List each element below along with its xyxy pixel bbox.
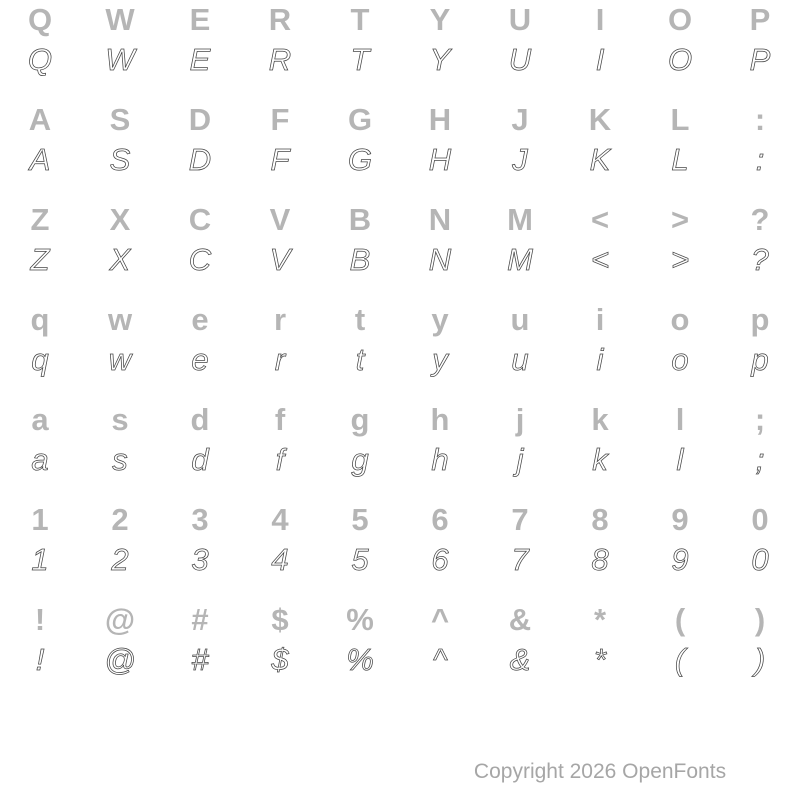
glyph-cell: F [270,102,290,137]
glyph-cell: e [191,302,209,337]
glyph-cell: 9 [671,502,689,537]
lowercase-home-row-block [0,400,800,500]
glyph-cell: W [105,2,135,37]
glyph-cell: M [507,202,533,237]
glyph-cell: ( [674,602,686,637]
glyph-cell: @ [104,642,136,677]
glyph-cell: i [596,342,604,377]
uppercase-home-row-block [0,100,800,200]
glyph-cell: U [508,42,532,77]
glyph-cell: w [108,342,132,377]
glyph-cell: O [667,2,693,37]
glyph-cell: R [268,2,292,37]
glyph-cell: H [428,142,452,177]
glyph-cell: I [595,2,605,37]
glyph-cell: D [188,142,212,177]
glyph-cell: V [269,202,291,237]
glyph-cell: H [428,102,452,137]
glyph-cell: l [676,442,684,477]
digits-row-block [0,500,800,600]
glyph-cell: j [515,402,525,437]
glyph-cell: s [112,442,128,477]
glyph-cell: < [590,202,610,237]
glyph-cell: 8 [591,542,609,577]
glyph-cell: g [351,442,369,477]
glyph-cell: 0 [751,542,769,577]
glyph-cell: T [350,42,370,77]
glyph-cell: i [595,302,605,337]
glyph-cell: N [428,202,452,237]
glyph-cell: D [188,102,212,137]
glyph-cell: f [275,442,285,477]
glyph-cell: Z [30,202,50,237]
glyph-cell: G [347,102,373,137]
glyph-cell: < [590,242,610,277]
glyph-cell: k [592,442,608,477]
uppercase-bottom-row-block [0,200,800,300]
glyph-cell: E [189,2,211,37]
lowercase-top-row-regular-gray [0,300,800,340]
glyph-cell: q [30,302,50,337]
glyph-cell: p [751,342,769,377]
glyph-cell: : [754,102,766,137]
glyph-cell: M [507,242,533,277]
glyph-cell: V [269,242,291,277]
glyph-cell: J [511,102,529,137]
glyph-cell: > [670,242,690,277]
glyph-cell: Y [429,42,451,77]
glyph-cell: k [591,402,609,437]
glyph-cell: L [670,102,690,137]
glyph-cell: A [29,142,51,177]
uppercase-home-row-thin-italic [0,140,800,200]
glyph-cell: 8 [591,502,609,537]
lowercase-top-row-thin-italic [0,340,800,400]
glyph-cell: Q [27,42,53,77]
glyph-cell: u [511,342,529,377]
glyph-cell: E [189,42,211,77]
glyph-cell: d [191,442,209,477]
glyph-cell: ( [674,642,686,677]
glyph-cell: L [671,142,689,177]
glyph-cell: 5 [351,502,369,537]
glyph-cell: N [428,242,452,277]
glyph-cell: X [109,242,131,277]
glyph-cell: r [273,302,287,337]
glyph-cell: 2 [111,542,129,577]
glyph-cell: B [348,202,372,237]
glyph-cell: w [107,302,133,337]
glyph-cell: p [750,302,770,337]
glyph-cell: & [509,642,531,677]
glyph-cell: 0 [751,502,769,537]
glyph-cell: f [274,402,286,437]
glyph-cell: 9 [671,542,689,577]
glyph-cell: * [593,602,607,637]
glyph-cell: S [109,142,131,177]
uppercase-bottom-row-regular-gray [0,200,800,240]
glyph-cell: $ [271,602,289,637]
glyph-cell: O [667,42,693,77]
glyph-cell: F [270,142,290,177]
glyph-cell: 5 [351,542,369,577]
glyph-cell: t [354,302,366,337]
glyph-cell: ; [754,402,766,437]
glyph-cell: 2 [111,502,129,537]
glyph-cell: ^ [430,602,450,637]
glyph-cell: : [755,142,765,177]
uppercase-top-row-thin-italic [0,40,800,100]
glyph-cell: y [431,302,449,337]
glyph-cell: Z [30,242,50,277]
glyph-cell: 7 [511,502,529,537]
glyph-cell: S [109,102,131,137]
glyph-cell: T [350,2,370,37]
copyright-text: Copyright 2026 OpenFonts [473,760,727,783]
glyph-cell: a [31,442,49,477]
glyph-cell: q [31,342,49,377]
glyph-cell: C [188,202,212,237]
glyph-cell: * [593,642,607,677]
glyph-cell: A [28,102,52,137]
glyph-cell: C [188,242,212,277]
glyph-cell: h [431,442,449,477]
glyph-cell: $ [271,642,289,677]
glyph-cell: K [589,142,611,177]
lowercase-home-row-regular-gray [0,400,800,440]
glyph-cell: y [432,342,448,377]
glyph-cell: d [190,402,210,437]
uppercase-bottom-row-thin-italic [0,240,800,300]
glyph-cell: ) [754,642,766,677]
digits-row-regular-gray [0,500,800,540]
glyph-cell: e [191,342,209,377]
glyph-cell: G [347,142,373,177]
glyph-cell: ? [750,202,770,237]
glyph-cell: J [512,142,528,177]
glyph-cell: 4 [271,542,289,577]
glyph-cell: R [268,42,292,77]
glyph-cell: B [349,242,371,277]
glyph-cell: ; [755,442,765,477]
glyph-cell: ! [35,642,45,677]
glyph-cell: j [516,442,524,477]
glyph-cell: ! [34,602,46,637]
glyph-cell: 4 [271,502,289,537]
glyph-cell: o [671,342,689,377]
glyph-cell: @ [104,602,136,637]
uppercase-top-row-block [0,0,800,100]
glyph-cell: & [508,602,532,637]
glyph-cell: 6 [431,502,449,537]
glyph-cell: a [31,402,49,437]
glyph-cell: s [111,402,129,437]
glyph-cell: 1 [31,542,49,577]
glyph-cell: P [749,2,771,37]
symbols-row-regular-gray [0,600,800,640]
glyph-cell: # [191,642,209,677]
symbols-row-thin-italic [0,640,800,700]
digits-row-thin-italic [0,540,800,600]
glyph-cell: u [510,302,530,337]
uppercase-home-row-regular-gray [0,100,800,140]
glyph-cell: ^ [432,642,448,677]
uppercase-top-row-regular-gray [0,0,800,40]
glyph-cell: Q [27,2,53,37]
glyph-cell: t [355,342,365,377]
glyph-cell: W [105,42,135,77]
glyph-cell: > [670,202,690,237]
glyph-cell: l [675,402,685,437]
glyph-cell: ) [754,602,766,637]
glyph-cell: 1 [31,502,49,537]
glyph-cell: K [588,102,612,137]
glyph-cell: I [595,42,605,77]
glyph-cell: g [350,402,370,437]
glyph-cell: 3 [191,542,209,577]
glyph-cell: o [670,302,690,337]
glyph-cell: ? [751,242,769,277]
glyph-cell: 7 [511,542,529,577]
glyph-cell: # [191,602,209,637]
symbols-row-block [0,600,800,700]
glyph-cell: h [430,402,450,437]
glyph-cell: P [749,42,771,77]
glyph-cell: % [346,602,374,637]
glyph-cell: % [346,642,374,677]
lowercase-top-row-block [0,300,800,400]
glyph-cell: U [508,2,532,37]
lowercase-home-row-thin-italic [0,440,800,500]
glyph-cell: Y [429,2,451,37]
glyph-cell: X [109,202,131,237]
glyph-cell: r [274,342,286,377]
glyph-cell: 6 [431,542,449,577]
glyph-cell: 3 [191,502,209,537]
